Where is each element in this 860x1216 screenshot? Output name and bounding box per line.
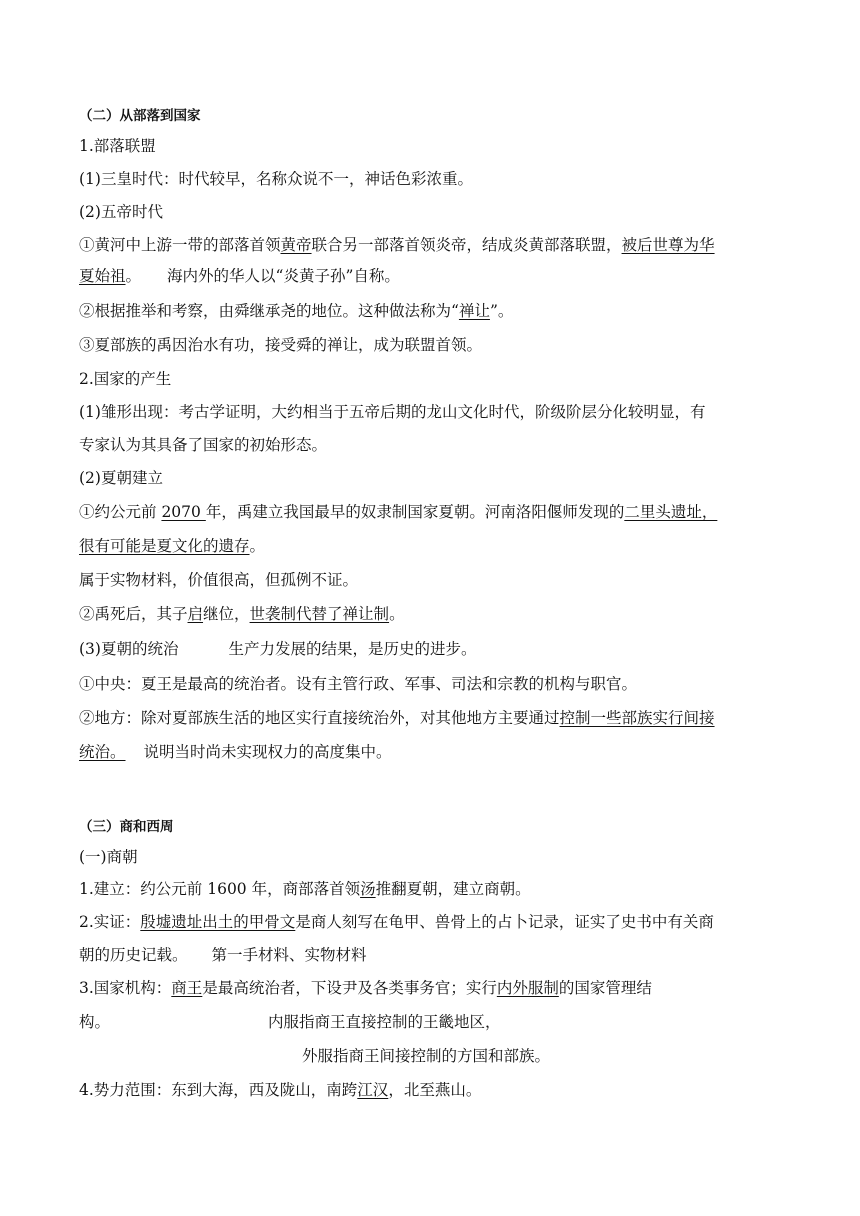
text-segment: 继位，	[203, 605, 250, 623]
paragraph-xia-founding-1-line2	[79, 535, 265, 557]
text-segment: 构。	[79, 1013, 111, 1031]
text-segment: ②禹死后，其子	[79, 605, 188, 623]
annotation-outer-service: 外服指商王间接控制的方国和部族。	[302, 1047, 551, 1065]
annotation-note: 说明当时尚未实现权力的高度集中。	[143, 743, 392, 761]
paragraph-three-sovereigns: (1)三皇时代：时代较早，名称众说不一，神话色彩浓重。	[79, 170, 473, 188]
underlined-term: 很有可能是夏文化的遗存	[79, 537, 250, 555]
text-segment: ，北至燕山。	[388, 1081, 482, 1099]
annotation-note: 海内外的华人以“炎黄子孙”自称。	[167, 267, 400, 285]
paragraph-local-government-line1	[79, 707, 715, 729]
paragraph-local-government-line2	[79, 741, 392, 763]
paragraph-shang-founding	[79, 878, 531, 900]
text-segment: ②根据推举和考察，由舜继承尧的地位。这种做法称为“	[79, 302, 459, 320]
paragraph-hereditary-system	[79, 603, 405, 625]
underlined-term: 二里头遗址，	[624, 503, 718, 521]
paragraph-central-government: ①中央：夏王是最高的统治者。设有主管行政、军事、司法和宗教的机构与职官。	[79, 675, 638, 693]
paragraph-territory	[79, 1079, 481, 1101]
annotation-physical-evidence: 属于实物材料，价值很高，但孤例不证。	[79, 571, 359, 589]
text-segment: 的国家管理结	[558, 979, 652, 997]
text-segment: 推翻夏朝，建立商朝。	[375, 880, 531, 898]
annotation-note: 第一手材料、实物材料	[211, 946, 367, 964]
text-segment: 1.建立：约公元前 1600 年，商部落首领	[79, 880, 361, 898]
text-segment: ②地方：除对夏部族生活的地区实行直接统治外，对其他地方主要通过	[79, 709, 560, 727]
text-segment: ”。	[489, 302, 514, 320]
subsection-title-shang-dynasty: (一)商朝	[79, 848, 138, 866]
underlined-term: 2070	[161, 503, 206, 521]
subsection-title-tribal-alliance: 1.部落联盟	[79, 137, 156, 155]
text-segment: 。	[389, 605, 405, 623]
text-segment: 是最高统治者，下设尹及各类事务官；实行	[202, 979, 497, 997]
underlined-term: 商王	[171, 979, 203, 997]
annotation-note: 生产力发展的结果，是历史的进步。	[228, 640, 477, 658]
underlined-term: 控制一些部族实行间接	[559, 709, 715, 727]
paragraph-state-institutions-line1	[79, 977, 652, 999]
paragraph-state-prototype-line2: 专家认为其具备了国家的初始形态。	[79, 436, 328, 454]
text-segment: ①约公元前	[79, 503, 162, 521]
subsection-title-birth-of-state: 2.国家的产生	[79, 370, 172, 388]
text-segment: 是商人刻写在龟甲、兽骨上的占卜记录，证实了史书中有关商	[295, 913, 714, 931]
annotation-inner-service: 内服指商王直接控制的王畿地区，	[268, 1013, 501, 1031]
paragraph-xia-founding-1-line1	[79, 501, 717, 523]
section-heading-shang-western-zhou: （三）商和西周	[79, 819, 174, 835]
text-segment: 联合另一部落首领炎帝，结成炎黄部落联盟，	[311, 236, 622, 254]
text-segment: ①黄河中上游一带的部落首领	[79, 236, 281, 254]
underlined-term: 内外服制	[496, 979, 559, 997]
underlined-term: 汤	[360, 880, 376, 898]
underlined-term: 世袭制代替了禅让制	[249, 605, 390, 623]
paragraph-five-emperors-title: (2)五帝时代	[79, 203, 163, 221]
underlined-term: 夏始祖	[79, 267, 126, 285]
text-segment: 3.国家机构：	[79, 979, 172, 997]
section-heading-from-tribe-to-state: （二）从部落到国家	[79, 108, 201, 124]
text-segment: 。	[249, 537, 266, 555]
paragraph-oracle-bones-line1	[79, 911, 714, 933]
text-segment: 年，禹建立我国最早的奴隶制国家夏朝。河南洛阳偃师发现的	[205, 503, 625, 521]
underlined-term: 禅让	[458, 302, 490, 320]
text-segment: 朝的历史记载。	[79, 946, 188, 964]
paragraph-abdication	[79, 300, 513, 322]
text-segment: (3)夏朝的统治	[79, 640, 179, 658]
text-segment: 2.实证：	[79, 913, 141, 931]
text-segment: 4.势力范围：东到大海，西及陇山，南跨	[79, 1081, 358, 1099]
paragraph-state-prototype-line1: (1)雏形出现：考古学证明，大约相当于五帝后期的龙山文化时代，阶级阶层分化较明显，有	[79, 403, 706, 421]
paragraph-state-institutions-line2	[79, 1011, 501, 1033]
paragraph-xia-rule	[79, 638, 476, 660]
text-segment: 。	[125, 267, 142, 285]
underlined-term: 启	[187, 605, 204, 623]
underlined-term: 被后世尊为华	[621, 236, 715, 254]
paragraph-xia-founding-title: (2)夏朝建立	[79, 469, 163, 487]
underlined-term: 黄帝	[280, 236, 312, 254]
paragraph-five-emperors-1-line1	[79, 234, 715, 256]
underlined-term: 江汉	[357, 1081, 389, 1099]
paragraph-oracle-bones-line2	[79, 944, 367, 966]
paragraph-five-emperors-1-line2	[79, 265, 400, 287]
underlined-term: 统治。	[79, 743, 126, 761]
underlined-term: 殷墟遗址出土的甲骨文	[140, 913, 296, 931]
paragraph-yu-flood-control: ③夏部族的禹因治水有功，接受舜的禅让，成为联盟首领。	[79, 336, 483, 354]
